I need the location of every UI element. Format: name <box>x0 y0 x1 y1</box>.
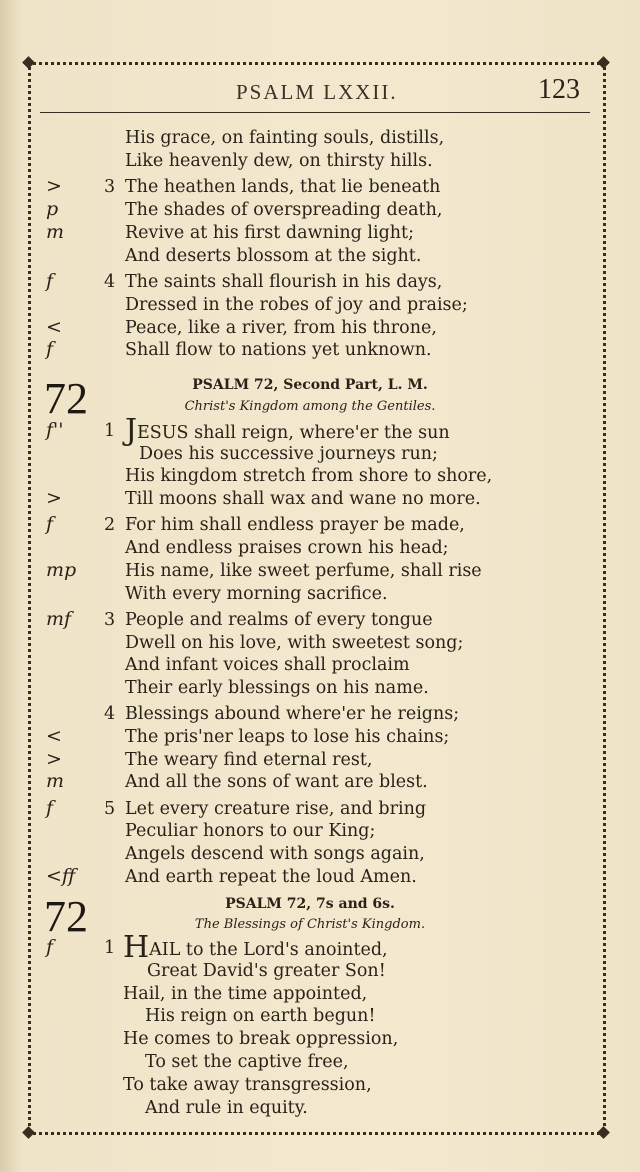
verse-line-text: His reign on earth begun! <box>145 1006 376 1027</box>
verse-line <box>125 703 459 725</box>
verse-line <box>125 199 442 221</box>
verse-line <box>125 632 463 654</box>
verse-number: 3 <box>104 177 116 198</box>
verse-line <box>125 654 410 676</box>
hymn-heading: PSALM 72, Second Part, L. M. <box>192 377 428 393</box>
hymn-number: 72 <box>44 374 88 423</box>
verse-line <box>125 677 429 699</box>
verse-line-text: The pris'ner leaps to lose his chains; <box>125 726 450 747</box>
verse-line <box>125 465 492 487</box>
verse-line-text: To take away transgression, <box>123 1074 372 1095</box>
verse-number: 3 <box>104 609 116 630</box>
dynamic-marking: mp <box>46 558 77 581</box>
hymn-subheading: Christ's Kingdom among the Gentiles. <box>184 399 436 414</box>
verse-line <box>125 339 432 361</box>
verse-line <box>125 820 375 842</box>
dynamic-marking: m <box>46 770 65 793</box>
verse-line-text: Shall flow to nations yet unknown. <box>125 340 432 361</box>
verse-line-text: Does his successive journeys run; <box>139 443 438 464</box>
verse-line <box>125 866 417 888</box>
verse-line <box>125 245 421 267</box>
verse-line-text: And infant voices shall proclaim <box>125 655 410 676</box>
dynamic-marking: < <box>46 315 62 338</box>
verse-line <box>145 1005 375 1027</box>
verse-line-text: People and realms of every tongue <box>125 609 433 630</box>
verse-line-text: And deserts blossom at the sight. <box>125 245 422 266</box>
drop-cap: J <box>125 413 138 448</box>
verse-line <box>145 1097 308 1119</box>
verse-line <box>147 960 386 982</box>
dynamic-marking: f <box>46 338 54 361</box>
hymn-subheading: The Blessings of Christ's Kingdom. <box>194 917 426 932</box>
verse-line <box>125 583 388 605</box>
verse-line-text: Their early blessings on his name. <box>125 677 429 698</box>
verse-line-text: To set the captive free, <box>145 1052 349 1072</box>
verse-line-text: Blessings abound where'er he reigns; <box>125 704 460 725</box>
verse-line-text: Hail, in the time appointed, <box>123 983 368 1004</box>
verse-line <box>125 317 437 339</box>
dynamic-marking: f <box>46 796 54 819</box>
hymn-heading: PSALM 72, 7s and 6s. <box>225 896 395 912</box>
verse-number: 1 <box>104 938 116 958</box>
verse-line <box>125 176 440 198</box>
dynamic-marking: m <box>46 220 65 243</box>
verse-line-text: Angels descend with songs again, <box>125 844 425 864</box>
verse-number: 2 <box>104 515 116 536</box>
verse-line-text: Peculiar honors to our King; <box>125 821 376 842</box>
verse-line-text: And earth repeat the loud Amen. <box>125 866 417 887</box>
verse-line-text: His kingdom stretch from shore to shore, <box>125 466 493 487</box>
verse-line: Like heavenly dew, on thirsty hills. <box>125 150 433 171</box>
verse-line <box>125 560 482 582</box>
verse-line <box>145 1051 349 1073</box>
verse-number: 4 <box>104 272 116 293</box>
verse-line-text: ESUS shall reign, where'er the sun <box>137 423 450 443</box>
verse-line-text: The saints shall flourish in his days, <box>125 272 443 293</box>
verse-line: His grace, on fainting souls, distills, <box>125 128 445 148</box>
page-number: 123 <box>538 74 580 105</box>
drop-cap: H <box>123 930 150 965</box>
verse-line <box>125 537 449 559</box>
dynamic-marking: > <box>46 487 62 510</box>
verse-line-text: Dwell on his love, with sweetest song; <box>125 632 464 653</box>
verse-line-text: Till moons shall wax and wane no more. <box>125 489 481 510</box>
verse-line <box>139 443 438 465</box>
verse-line-text: And endless praises crown his head; <box>125 538 449 559</box>
dynamic-marking: > <box>46 175 62 198</box>
verse-line <box>125 271 442 293</box>
running-title: PSALM LXXII. <box>236 80 398 104</box>
verse-line-text: He comes to break oppression, <box>123 1029 399 1050</box>
verse-number: 4 <box>104 704 116 725</box>
verse-line-text: The heathen lands, that lie beneath <box>125 177 441 198</box>
verse-line-text: Let every creature rise, and bring <box>125 798 427 819</box>
verse-line <box>125 609 433 631</box>
verse-line-text: And all the sons of want are blest. <box>125 772 428 793</box>
dynamic-marking: f <box>46 270 54 293</box>
verse-line-text: Dressed in the robes of joy and praise; <box>125 294 468 315</box>
dynamic-marking: f'' <box>46 419 64 441</box>
verse-line-text: The shades of overspreading death, <box>125 200 443 221</box>
verse-line <box>123 930 388 965</box>
dynamic-marking: > <box>46 747 62 770</box>
verse-line <box>123 983 367 1005</box>
verse-line <box>125 726 449 748</box>
verse-line <box>125 771 428 793</box>
verse-number: 1 <box>104 421 116 441</box>
verse-number: 5 <box>104 798 116 819</box>
verse-line <box>123 1074 372 1096</box>
dynamic-marking: mf <box>46 607 72 630</box>
verse-line-text: For him shall endless prayer be made, <box>125 515 465 536</box>
verse-line-text: Revive at his first dawning light; <box>125 222 414 243</box>
hymn-number: 72 <box>44 892 88 941</box>
dynamic-marking: < <box>46 724 62 747</box>
verse-line <box>125 843 425 865</box>
verse-line-text: With every morning sacrifice. <box>125 583 388 604</box>
verse-line <box>125 514 465 536</box>
verse-line <box>125 488 481 510</box>
verse-line-text: The weary find eternal rest, <box>125 749 373 770</box>
verse-line-text: And rule in equity. <box>145 1097 308 1118</box>
dynamic-marking: f <box>46 513 54 536</box>
verse-line <box>125 222 414 244</box>
verse-line-text: His name, like sweet perfume, shall rise <box>125 560 482 581</box>
verse-line <box>125 413 450 448</box>
dynamic-marking: p <box>46 198 59 221</box>
verse-line-text: Peace, like a river, from his throne, <box>125 317 437 338</box>
verse-line <box>125 749 372 771</box>
dynamic-marking: <ff <box>46 864 76 887</box>
verse-line <box>125 294 468 316</box>
dynamic-marking: f <box>46 936 54 958</box>
verse-line <box>125 798 426 820</box>
verse-line <box>123 1028 398 1050</box>
verse-line-text: Great David's greater Son! <box>147 960 386 981</box>
verse-line-text: AIL to the Lord's anointed, <box>149 940 388 960</box>
